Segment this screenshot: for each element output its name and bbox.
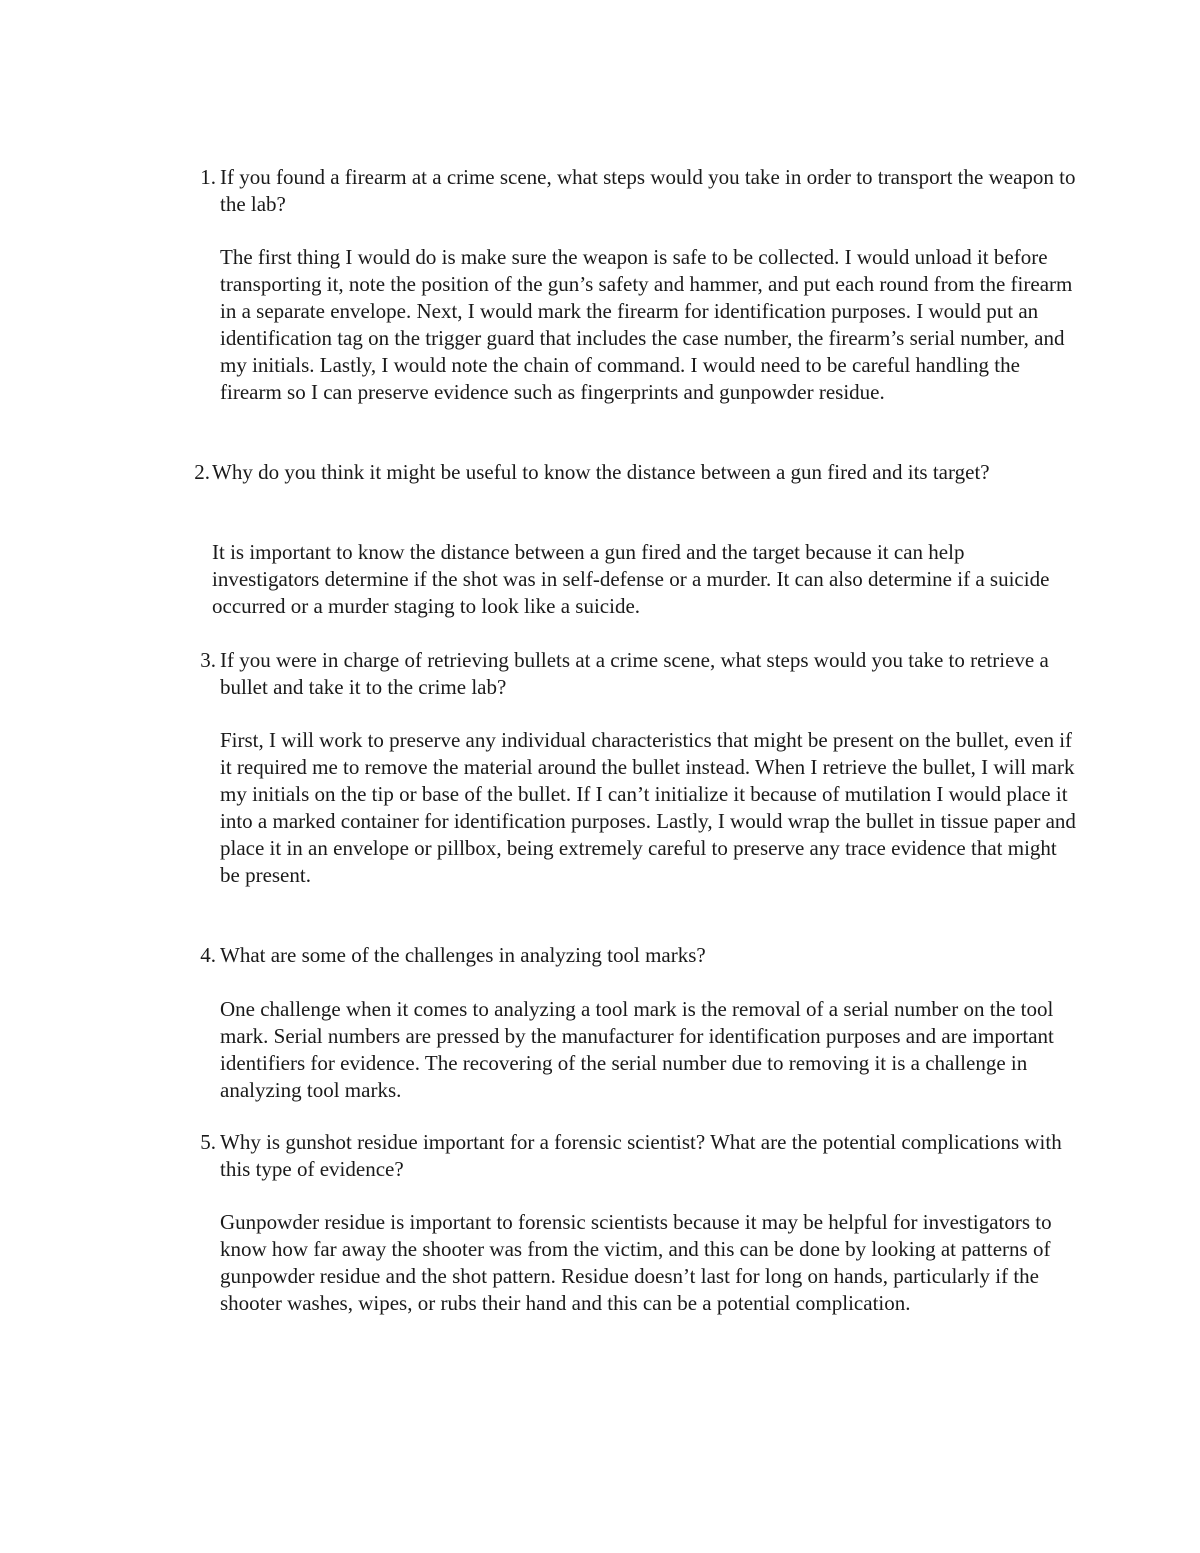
answer-text: The first thing I would do is make sure the weapon is safe to be collected. I would unload it before transporting it, note the position of the gun’s safety and hammer, and put each round from the firearm in a separate envelope. Next, I would mark the firearm for identification purposes. I would put an identification tag on the trigger guard that includes the case number, the firearm’s serial number, and my initials. Lastly, I would note the chain of command. I would need to be careful handling the firearm so I can preserve evidence such as fingerprints and gunpowder residue.	[220, 245, 1073, 404]
question-text: Why do you think it might be useful to know the distance between a gun fired and its target?	[212, 460, 990, 484]
item-number: 3.	[200, 648, 216, 672]
question-text: Why is gunshot residue important for a forensic scientist? What are the potential complications with this type of evidence?	[220, 1130, 1062, 1181]
item-number: 1.	[200, 165, 216, 189]
item-number: 2.	[194, 460, 210, 484]
answer-text: One challenge when it comes to analyzing a tool mark is the removal of a serial number on the tool mark. Serial numbers are pressed by the manufacturer for identification purposes and are important identifiers for evidence. The recovering of the serial number due to removing it is a challenge in analyzing tool marks.	[220, 997, 1054, 1102]
answer-text: Gunpowder residue is important to forensic scientists because it may be helpful for investigators to know how far away the shooter was from the victim, and this can be done by looking at patterns of gunpowder residue and the shot pattern. Residue doesn’t last for long on hands, particularly if the shooter washes, wipes, or rubs their hand and this can be a potential complication.	[220, 1210, 1052, 1315]
question-text: What are some of the challenges in analyzing tool marks?	[220, 943, 706, 967]
item-number: 5.	[200, 1130, 216, 1154]
answer-text: It is important to know the distance between a gun fired and the target because it can help investigators determine if the shot was in self-defense or a murder. It can also determine if a suicide occurred or a murder staging to look like a suicide.	[212, 540, 1050, 618]
question-text: If you found a firearm at a crime scene, what steps would you take in order to transport the weapon to the lab?	[220, 165, 1076, 216]
answer-text: First, I will work to preserve any individual characteristics that might be present on the bullet, even if it required me to remove the material around the bullet instead. When I retrieve the bullet, I will mark my initials on the tip or base of the bullet. If I can’t initialize it because of mutilation I would place it into a marked container for identification purposes. Lastly, I would wrap the bullet in tissue paper and place it in an envelope or pillbox, being extremely careful to preserve any trace evidence that might be present.	[220, 728, 1076, 887]
item-number: 4.	[200, 943, 216, 967]
question-text: If you were in charge of retrieving bullets at a crime scene, what steps would you take to retrieve a bullet and take it to the crime lab?	[220, 648, 1049, 699]
